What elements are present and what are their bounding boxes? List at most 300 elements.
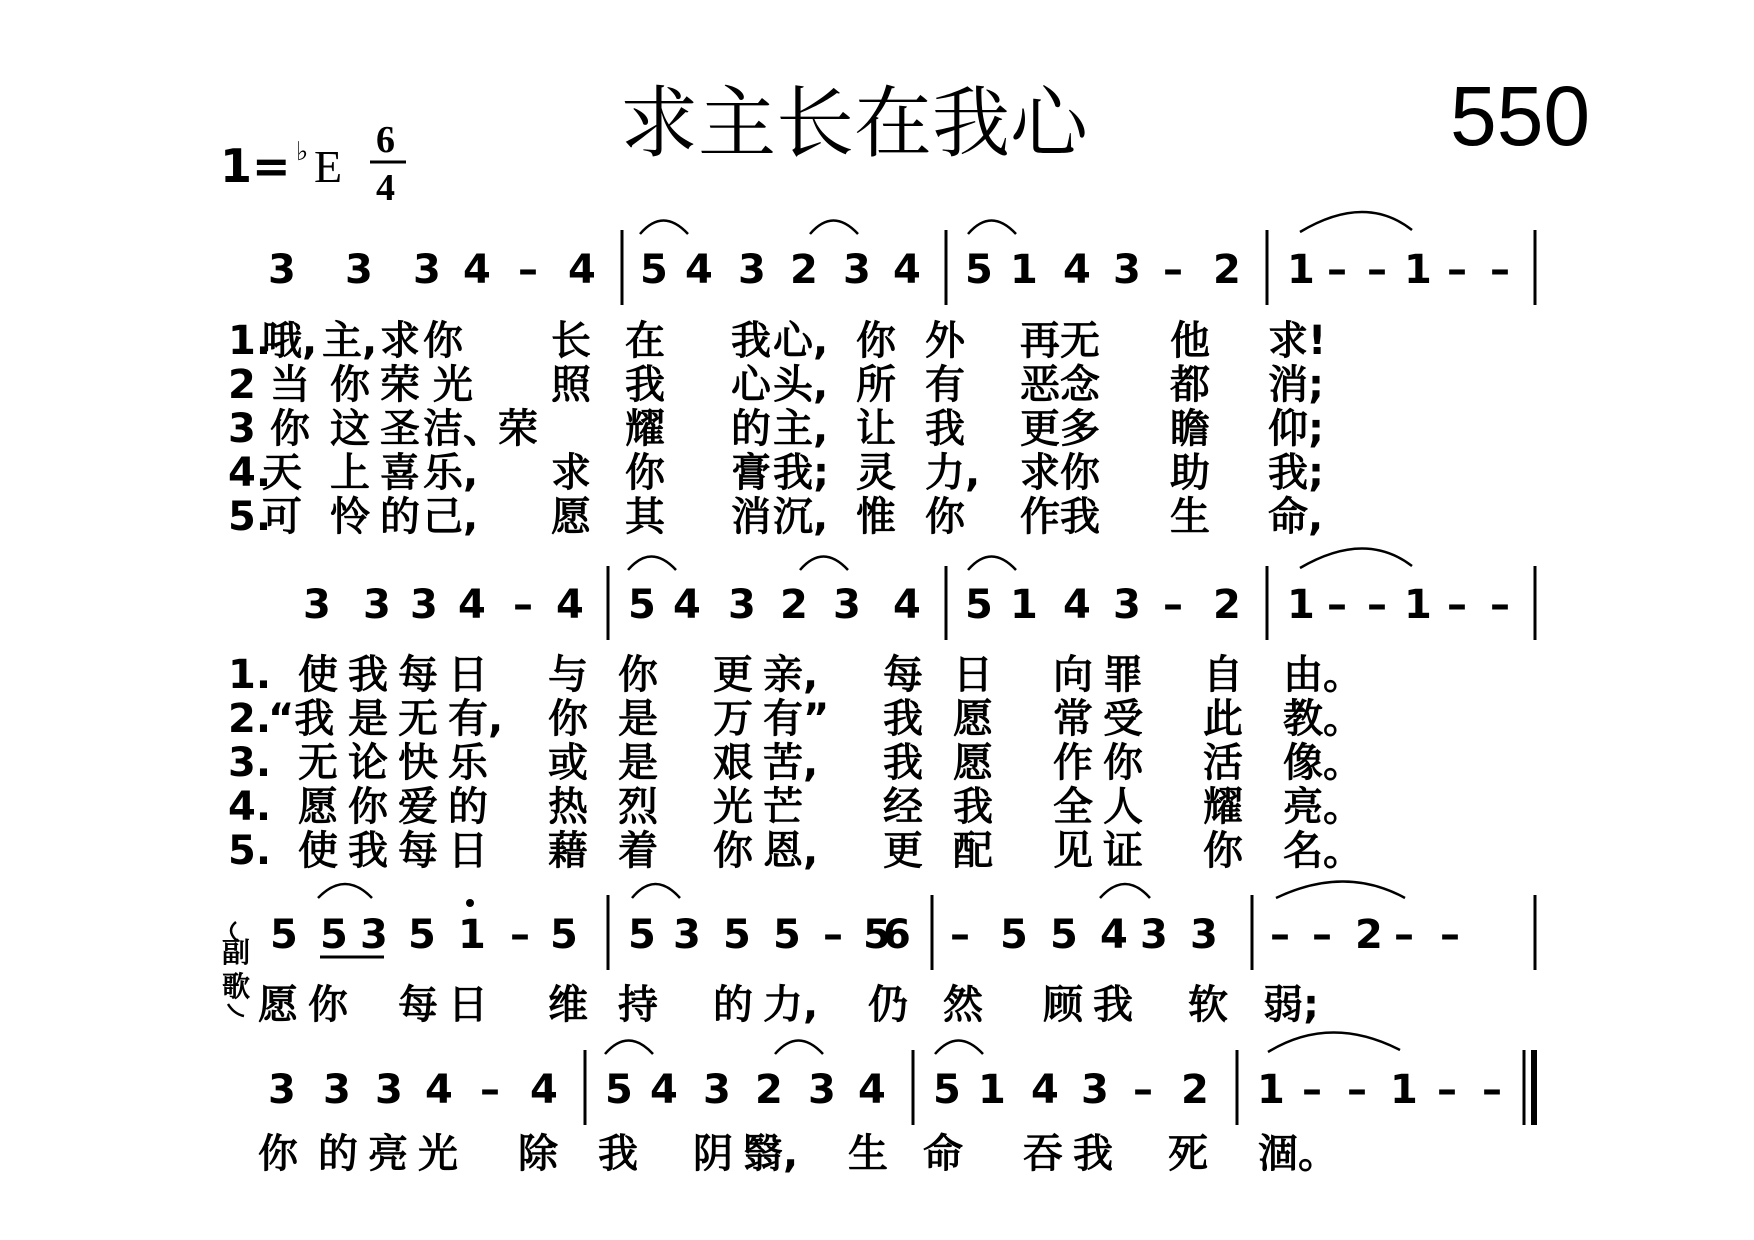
chorus-label-char: 歌: [222, 970, 251, 1003]
lyric: 亲,: [763, 652, 819, 698]
dash: –: [513, 582, 533, 628]
note: 5: [640, 247, 668, 293]
system-2-notes: [303, 548, 1535, 640]
lyric: 无: [1060, 318, 1100, 364]
note: 3: [268, 247, 296, 293]
system-2-verse-3: [228, 740, 1363, 786]
lyric: 我: [883, 696, 923, 742]
lyric: 烈: [618, 784, 658, 830]
lyric: 求!: [1268, 318, 1327, 364]
tie: [1276, 882, 1405, 899]
system-1-verse-2: [228, 362, 1324, 408]
lyric: 无: [398, 696, 438, 742]
lyric: 日: [953, 652, 993, 698]
lyric: 无: [298, 740, 338, 786]
lyric: 圣: [380, 406, 420, 452]
lyric: 我: [925, 406, 965, 452]
lyric: 我: [731, 318, 771, 364]
note: 3: [833, 582, 861, 628]
lyric: 愿: [953, 696, 993, 742]
system-3-lyrics: [258, 982, 1319, 1028]
tie: [1300, 212, 1412, 232]
lyric: 或: [548, 740, 588, 786]
lyric: 艰: [713, 740, 753, 786]
lyric: 瞻: [1170, 406, 1210, 452]
lyric: 乐: [448, 740, 488, 786]
lyric: 软: [1188, 982, 1228, 1028]
system-2-verse-1: [228, 652, 1363, 698]
lyric: 命,: [1268, 494, 1324, 540]
dash: 2: [1355, 912, 1383, 958]
note: 4: [858, 1067, 886, 1113]
note: 3: [363, 582, 391, 628]
lyric: 愿: [551, 494, 591, 540]
note: 1: [978, 1067, 1006, 1113]
lyric: 上: [330, 450, 370, 496]
note: 1: [1257, 1067, 1285, 1113]
dash: –: [1163, 247, 1183, 293]
lyric: 的: [731, 406, 771, 452]
lyric: 他: [1170, 318, 1210, 364]
lyric: 受: [1103, 696, 1143, 742]
lyric: 日: [448, 652, 488, 698]
key-note: E: [314, 141, 343, 192]
lyric: 快: [398, 740, 438, 786]
lyric: 头,: [773, 362, 829, 408]
note: 3: [413, 247, 441, 293]
lyric: 每: [398, 982, 438, 1028]
verse-label: 2: [228, 362, 256, 408]
note: 4: [530, 1067, 558, 1113]
key-signature: [220, 137, 342, 193]
note: 4: [568, 247, 596, 293]
lyric: 有: [925, 362, 965, 408]
lyric: 着: [618, 828, 658, 874]
note: 2: [1213, 582, 1241, 628]
lyric: 愿: [258, 982, 298, 1028]
lyric: 除: [518, 1131, 558, 1177]
note: 3: [375, 1067, 403, 1113]
lyric: 弱;: [1263, 982, 1319, 1028]
note: 5: [320, 912, 348, 958]
lyric: 助: [1170, 450, 1210, 496]
note: 5: [605, 1067, 633, 1113]
note: 3: [1140, 912, 1168, 958]
slur: [632, 884, 680, 898]
lyric: 照: [551, 362, 591, 408]
lyric: 维: [548, 982, 588, 1028]
note: 3: [1190, 912, 1218, 958]
lyric: 我: [1093, 982, 1133, 1028]
lyric: 灵: [856, 450, 896, 496]
lyric: 见: [1053, 828, 1093, 874]
lyric: 更: [1020, 406, 1060, 452]
lyric: 更: [713, 652, 753, 698]
slur: [968, 221, 1016, 235]
lyric: 我: [953, 784, 993, 830]
lyric: 心: [731, 362, 771, 408]
verse-label: 4.: [228, 450, 272, 496]
dash: –: [1327, 582, 1347, 628]
lyric: 我;: [773, 450, 829, 496]
lyric: 名。: [1283, 828, 1363, 874]
lyric: 你: [1060, 450, 1100, 496]
note: 5: [1050, 912, 1078, 958]
slur: [605, 1041, 653, 1055]
lyric: 芒: [763, 784, 803, 830]
verse-label: 4.: [228, 784, 272, 830]
lyric: 死: [1168, 1131, 1208, 1177]
verse-label: 1.: [228, 652, 272, 698]
lyric: 作: [1020, 494, 1060, 540]
system-2-verse-2: [228, 696, 1363, 742]
lyric: 心,: [773, 318, 829, 364]
lyric: 生: [1170, 494, 1210, 540]
lyric: 你: [713, 828, 753, 874]
note: 2: [790, 247, 818, 293]
dash: –: [1447, 247, 1467, 293]
lyric: 仰;: [1268, 406, 1324, 452]
note: 5: [965, 247, 993, 293]
time-sig-top: 6: [376, 119, 395, 161]
lyric: 像。: [1283, 740, 1363, 786]
note: 3: [738, 247, 766, 293]
note: 1: [1287, 247, 1315, 293]
lyric: 有”: [763, 696, 830, 742]
lyric: 我: [598, 1131, 638, 1177]
lyric: 你: [348, 784, 388, 830]
lyric: 自: [1203, 652, 1243, 698]
lyric: 在: [625, 318, 665, 364]
slur: [628, 557, 676, 571]
note: 3: [1113, 247, 1141, 293]
note: 4: [685, 247, 713, 293]
lyric: 持: [618, 982, 658, 1028]
lyric: 你: [925, 494, 965, 540]
note: 1: [1390, 1067, 1418, 1113]
lyric: 亮。: [1283, 784, 1363, 830]
slur: [935, 1041, 983, 1055]
note: 5: [773, 912, 801, 958]
note: 2: [1181, 1067, 1209, 1113]
lyric: “我: [268, 696, 335, 742]
dash: –: [1327, 247, 1347, 293]
lyric: 都: [1170, 362, 1210, 408]
system-1-notes: [268, 212, 1535, 305]
system-4-lyrics: [258, 1131, 1338, 1177]
lyric: 乐,: [423, 450, 479, 496]
lyric: 亮: [368, 1131, 408, 1177]
lyric: 当: [270, 362, 310, 408]
lyric: 你: [258, 1131, 298, 1177]
slur: [968, 557, 1016, 571]
lyric: 命: [923, 1131, 963, 1177]
note: –: [1270, 912, 1290, 958]
lyric: 我;: [1268, 450, 1324, 496]
lyric: 然: [943, 982, 983, 1028]
lyric: 其: [625, 494, 665, 540]
slur: [1100, 884, 1150, 898]
note: 5: [550, 912, 578, 958]
lyric: 与: [548, 652, 588, 698]
note: 5: [270, 912, 298, 958]
lyric: 长: [551, 318, 591, 364]
note: 5: [933, 1067, 961, 1113]
lyric: 是: [618, 740, 658, 786]
note: 3: [703, 1067, 731, 1113]
system-1-verse-5: [228, 494, 1323, 540]
lyric: 惟: [856, 494, 896, 540]
lyric: 教。: [1283, 696, 1363, 742]
lyric: 我: [348, 652, 388, 698]
note: 4: [893, 582, 921, 628]
chorus-label-char: 副: [222, 936, 251, 969]
system-1-verse-1: [228, 318, 1326, 364]
lyric: 荣: [498, 406, 538, 452]
lyric: 哦,: [262, 318, 318, 364]
lyric: 每: [398, 828, 438, 874]
dash: 5: [863, 912, 891, 958]
slur: [318, 884, 372, 898]
note: 5: [965, 582, 993, 628]
lyric: 罪: [1103, 652, 1143, 698]
note: 3: [360, 912, 388, 958]
note: 3: [303, 582, 331, 628]
time-signature: [370, 119, 406, 209]
note: 4: [458, 582, 486, 628]
lyric: 沉,: [773, 494, 829, 540]
lyric: 日: [448, 828, 488, 874]
note: 5: [408, 912, 436, 958]
lyric: 吞: [1023, 1131, 1063, 1177]
dash: –: [1367, 582, 1387, 628]
lyric: 多: [1060, 406, 1100, 452]
system-2-verse-4: [228, 784, 1363, 830]
key-equals: =: [252, 139, 291, 193]
note: 3: [728, 582, 756, 628]
note: 4: [463, 247, 491, 293]
dash: –: [1347, 1067, 1367, 1113]
verse-label: 3.: [228, 740, 272, 786]
note-high: 1: [458, 912, 486, 958]
verse-label: 5.: [228, 494, 272, 540]
lyric: 你: [423, 318, 463, 364]
lyric: 主,: [322, 318, 378, 364]
lyric: 光: [433, 362, 473, 408]
note: 5: [628, 912, 656, 958]
lyric: 力,: [925, 450, 981, 496]
lyric: 我: [1073, 1131, 1113, 1177]
lyric: 恩,: [763, 828, 819, 874]
lyric: 我: [348, 828, 388, 874]
lyric: 力,: [763, 982, 819, 1028]
system-4-notes: [268, 1032, 1534, 1125]
dash: –: [1302, 1067, 1322, 1113]
lyric: 天: [262, 450, 302, 496]
lyric: 这: [330, 406, 370, 452]
dash: –: [1490, 582, 1510, 628]
note: 3: [673, 912, 701, 958]
slur: [640, 221, 688, 235]
lyric: 经: [883, 784, 923, 830]
note: 4: [1063, 582, 1091, 628]
lyric: 我: [1060, 494, 1100, 540]
note: 4: [556, 582, 584, 628]
key-tonic-one: 1: [220, 139, 253, 193]
verse-label: 1.: [228, 318, 272, 364]
note: 3: [323, 1067, 351, 1113]
lyric: 更: [883, 828, 923, 874]
lyric: 消: [731, 494, 771, 540]
lyric: 可: [262, 494, 302, 540]
lyric: 人: [1103, 784, 1143, 830]
lyric: 常: [1053, 696, 1093, 742]
lyric: 顾: [1043, 982, 1083, 1028]
lyric: 你: [625, 450, 665, 496]
dash: –: [1447, 582, 1467, 628]
lyric: 耀: [625, 406, 665, 452]
lyric: 你: [330, 362, 370, 408]
dash: –: [1437, 1067, 1457, 1113]
high-octave-dot: [466, 899, 474, 907]
lyric: 的: [380, 494, 420, 540]
song-title: 求主长在我心: [620, 79, 1089, 169]
lyric: 藉: [548, 828, 588, 874]
slur: [810, 221, 858, 235]
note: 5: [628, 582, 656, 628]
note: 4: [650, 1067, 678, 1113]
dash: –: [1367, 247, 1387, 293]
lyric: 光: [713, 784, 753, 830]
dash: –: [1490, 247, 1510, 293]
lyric: 你: [308, 982, 348, 1028]
verse-label: 2.: [228, 696, 272, 742]
flat-sign: ♭: [296, 137, 309, 167]
lyric: 作: [1053, 740, 1093, 786]
lyric: 向: [1053, 652, 1093, 698]
note: 4: [1031, 1067, 1059, 1113]
lyric: 怜: [330, 494, 370, 540]
note: 1: [1287, 582, 1315, 628]
note: –: [950, 912, 970, 958]
lyric: 洁、: [423, 406, 503, 452]
note: 4: [1100, 912, 1128, 958]
note: 4: [425, 1067, 453, 1113]
verse-label: 5.: [228, 828, 272, 874]
lyric: 光: [418, 1131, 458, 1177]
note: 3: [808, 1067, 836, 1113]
lyric: 生: [848, 1131, 888, 1177]
lyric: 荣: [380, 362, 420, 408]
time-sig-bottom: 4: [376, 167, 395, 209]
lyric: 每: [398, 652, 438, 698]
system-3-notes: [270, 882, 1535, 971]
dash: –: [510, 912, 530, 958]
system-1-verse-4: [228, 450, 1324, 496]
lyric: 有,: [448, 696, 504, 742]
lyric: 外: [925, 318, 965, 364]
lyric: 万: [713, 696, 753, 742]
lyric: 使: [298, 652, 338, 698]
lyric: 你: [1103, 740, 1143, 786]
system-1-verse-3: [228, 406, 1324, 452]
note: 3: [345, 247, 373, 293]
lyric: 愿: [298, 784, 338, 830]
lyric: 翳,: [743, 1131, 799, 1177]
lyric: 让: [856, 406, 896, 452]
note: 2: [755, 1067, 783, 1113]
lyric: 膏: [731, 450, 771, 496]
note: 4: [673, 582, 701, 628]
note: 1: [1010, 582, 1038, 628]
note: 2: [1213, 247, 1241, 293]
lyric: 愿: [953, 740, 993, 786]
dash: –: [518, 247, 538, 293]
lyric: 的: [448, 784, 488, 830]
note: 5: [723, 912, 751, 958]
lyric: 爱: [398, 784, 438, 830]
lyric: 恶: [1020, 362, 1060, 408]
lyric: 念: [1060, 362, 1100, 408]
note: –: [823, 912, 843, 958]
lyric: 活: [1203, 740, 1243, 786]
lyric: 每: [883, 652, 923, 698]
lyric: 热: [548, 784, 588, 830]
dash: –: [1440, 912, 1460, 958]
lyric: 主,: [773, 406, 829, 452]
dash: –: [1133, 1067, 1153, 1113]
dash: 5: [1000, 912, 1028, 958]
lyric: 是: [618, 696, 658, 742]
lyric: 由。: [1283, 652, 1363, 698]
tie: [1300, 548, 1412, 568]
lyric: 我: [883, 740, 923, 786]
note: 2: [780, 582, 808, 628]
lyric: 我: [625, 362, 665, 408]
tie: [1268, 1032, 1400, 1052]
lyric: 证: [1103, 828, 1143, 874]
note: 3: [410, 582, 438, 628]
dash: –: [1482, 1067, 1502, 1113]
slur: [800, 557, 848, 571]
lyric: 全: [1053, 784, 1093, 830]
chorus-side-label: [222, 922, 250, 1016]
lyric: 己,: [423, 494, 479, 540]
lyric: 你: [270, 406, 310, 452]
lyric: 所: [856, 362, 896, 408]
note: 6: [883, 912, 911, 958]
lyric: 消;: [1268, 362, 1324, 408]
verse-label: 3: [228, 406, 256, 452]
lyric: 你: [548, 696, 588, 742]
dash: –: [480, 1067, 500, 1113]
note: 1: [1404, 247, 1432, 293]
note: 3: [268, 1067, 296, 1113]
dash: –: [1163, 582, 1183, 628]
lyric: 求: [551, 450, 591, 496]
lyric: 日: [448, 982, 488, 1028]
note: 4: [1063, 247, 1091, 293]
lyric: 你: [856, 318, 896, 364]
note: 1: [1010, 247, 1038, 293]
lyric: 使: [298, 828, 338, 874]
note: 4: [893, 247, 921, 293]
hymn-number: 550: [1450, 69, 1591, 163]
chorus-paren-close: [228, 1004, 244, 1016]
lyric: 耀: [1203, 784, 1243, 830]
lyric: 此: [1203, 696, 1243, 742]
note: 1: [1404, 582, 1432, 628]
